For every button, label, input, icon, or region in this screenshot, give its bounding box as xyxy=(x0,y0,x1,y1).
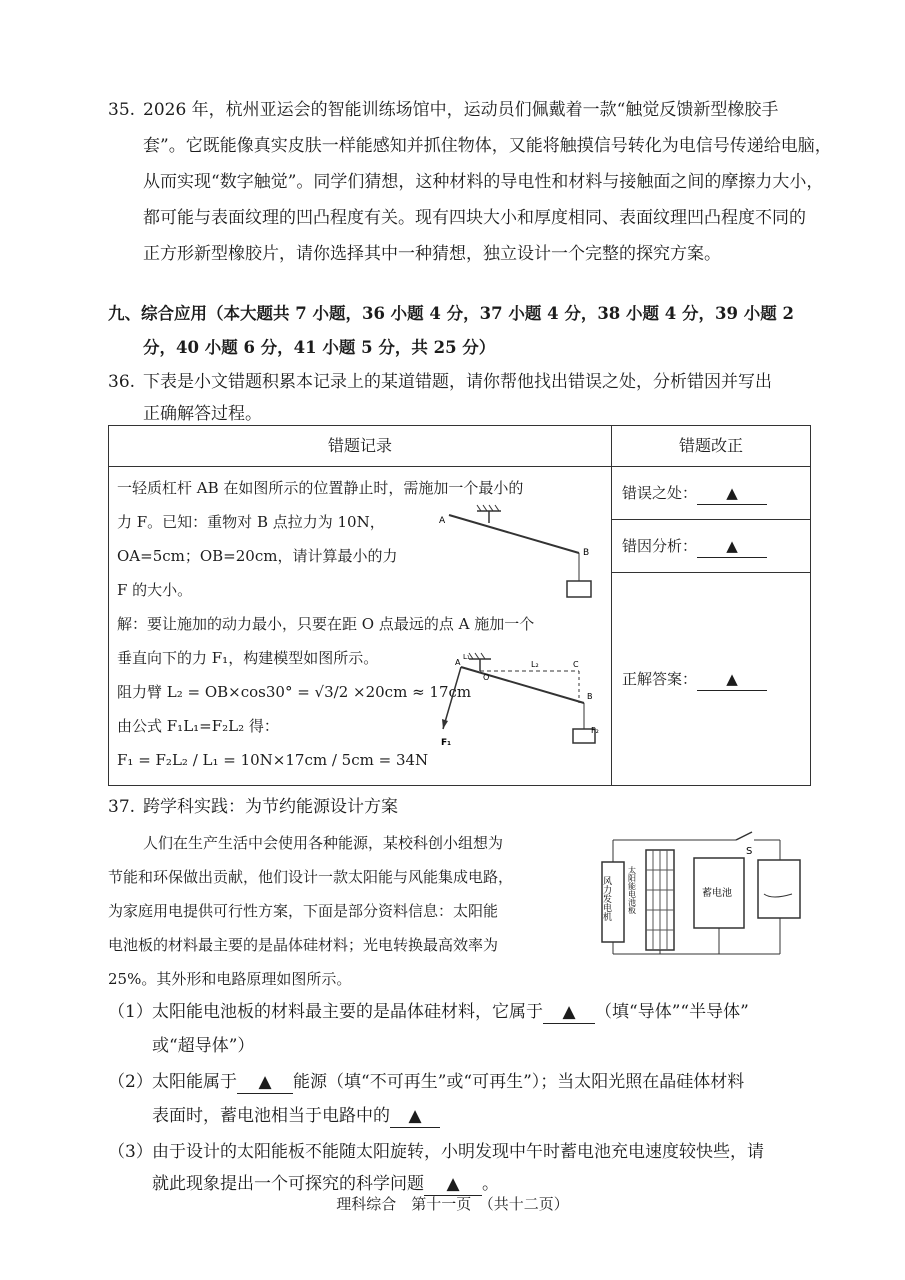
error-cause-blank[interactable]: ▲ xyxy=(697,535,767,558)
q36-line-1: 下表是小文错题积累本记录上的某道错题，请你帮他找出错误之处，分析错因并写出 xyxy=(143,372,772,392)
lever-figure-2 xyxy=(439,647,609,762)
circuit-diagram xyxy=(596,830,806,960)
page-footer: 理科综合 第十一页 （共十二页） xyxy=(336,1195,569,1213)
q37-sub2-line-1 xyxy=(152,1064,744,1100)
q35-line-1: 2026 年，杭州亚运会的智能训练场馆中，运动员们佩戴着一款“触觉反馈新型橡胶手 xyxy=(143,100,779,120)
solar-panel-label: 太阳能电池板 xyxy=(627,866,637,914)
q37-intro-line-1: 人们在生产生活中会使用各种能源，某校科创小组想为 xyxy=(143,834,504,852)
fig1-label-a: A xyxy=(439,516,446,526)
solution-line-3: 阻力臂 L₂ = OB×cos30° = √3/2 ×20cm ≈ 17cm xyxy=(117,683,472,701)
q37-sub2-blank-2[interactable]: ▲ xyxy=(390,1105,440,1128)
error-record-table xyxy=(108,425,811,786)
q37-sub2-line-2 xyxy=(152,1098,440,1134)
fig1-label-b: B xyxy=(583,548,590,558)
table-header-error-record: 错题记录 xyxy=(109,426,612,467)
lever-figure-1 xyxy=(429,503,609,623)
q35-line-5: 正方形新型橡胶片，请你选择其中一种猜想，独立设计一个完整的探究方案。 xyxy=(143,244,721,264)
q37-sub1-text-b: （填“导体”“半导体” xyxy=(595,1002,749,1022)
q37-sub1-number: （1） xyxy=(108,1002,153,1022)
fig2-label-b: B xyxy=(587,692,593,701)
fig2-label-l2: L₂ xyxy=(531,660,539,669)
error-cause-label: 错因分析： xyxy=(622,537,698,555)
battery-label: 蓄电池 xyxy=(702,888,732,899)
q37-sub3-period: 。 xyxy=(482,1174,499,1194)
q37-sub3-blank[interactable]: ▲ xyxy=(424,1173,482,1196)
section-9-heading-line-1: 九、综合应用（本大题共 7 小题，36 小题 4 分，37 小题 4 分，38 小题 4 分，39 小题 2 xyxy=(108,304,794,323)
correct-answer-blank[interactable]: ▲ xyxy=(697,668,767,691)
fig2-label-c: C xyxy=(573,660,579,669)
correct-answer-cell xyxy=(612,573,811,786)
q37-intro-line-3: 为家庭用电提供可行性方案，下面是部分资料信息：太阳能 xyxy=(108,902,499,920)
wind-generator-label: 风力发电机 xyxy=(601,876,611,921)
problem-line-3: OA=5cm；OB=20cm，请计算最小的力 xyxy=(117,547,398,565)
fig2-label-o: O xyxy=(483,673,490,682)
q35-line-3: 从而实现“数字触觉”。同学们猜想，这种材料的导电性和材料与接触面之间的摩擦力大小， xyxy=(143,172,824,192)
fig2-label-f1: F₁ xyxy=(441,738,452,748)
q37-intro-line-5: 25%。其外形和电路原理如图所示。 xyxy=(108,970,352,988)
solution-line-2: 垂直向下的力 F₁，构建模型如图所示。 xyxy=(117,649,379,667)
error-record-cell xyxy=(109,467,612,786)
q37-intro-line-2: 节能和环保做出贡献，他们设计一款太阳能与风能集成电路， xyxy=(108,868,514,886)
error-location-label: 错误之处： xyxy=(622,484,698,502)
q37-sub3-text-b: 就此现象提出一个可探究的科学问题 xyxy=(152,1174,424,1194)
q35-number: 35. xyxy=(108,100,136,120)
fig2-label-a: A xyxy=(455,658,461,667)
q36-line-2: 正确解答过程。 xyxy=(143,404,262,424)
q37-sub3-number: （3） xyxy=(108,1142,153,1162)
q37-sub2-text-b: 能源（填“不可再生”或“可再生”）；当太阳光照在晶硅体材料 xyxy=(293,1072,745,1092)
problem-line-2: 力 F。已知：重物对 B 点拉力为 10N， xyxy=(117,513,385,531)
error-location-blank[interactable]: ▲ xyxy=(697,482,767,505)
q37-sub3-line-1: 由于设计的太阳能板不能随太阳旋转，小明发现中午时蓄电池充电速度较快些，请 xyxy=(152,1142,764,1162)
q37-sub1-line-1 xyxy=(152,994,749,1030)
q37-sub2-blank-1[interactable]: ▲ xyxy=(237,1071,293,1094)
correct-answer-label: 正解答案： xyxy=(622,669,698,688)
solution-line-5: F₁ = F₂L₂ / L₁ = 10N×17cm / 5cm = 34N xyxy=(117,751,429,769)
q37-sub2-text-a: 太阳能属于 xyxy=(152,1072,237,1092)
problem-line-1: 一轻质杠杆 AB 在如图所示的位置静止时，需施加一个最小的 xyxy=(117,479,524,497)
q36-number: 36. xyxy=(108,372,136,392)
q37-sub1-blank[interactable]: ▲ xyxy=(543,1001,595,1024)
fig2-label-l1: L₁ xyxy=(463,653,470,661)
section-9-heading-line-2: 分，40 小题 6 分，41 小题 5 分，共 25 分） xyxy=(143,338,496,357)
problem-line-4: F 的大小。 xyxy=(117,581,193,599)
q37-intro-line-4: 电池板的材料最主要的是晶体硅材料；光电转换最高效率为 xyxy=(108,936,499,954)
q35-line-2: 套”。它既能像真实皮肤一样能感知并抓住物体，又能将触摸信号转化为电信号传递给电脑， xyxy=(143,136,832,156)
q35-line-4: 都可能与表面纹理的凹凸程度有关。现有四块大小和厚度相同、表面纹理凹凸程度不同的 xyxy=(143,208,806,228)
switch-label: S xyxy=(746,846,753,857)
q37-sub2-text-c: 表面时，蓄电池相当于电路中的 xyxy=(152,1106,390,1126)
table-header-correction: 错题改正 xyxy=(612,426,811,467)
fig2-label-f2: F₂ xyxy=(591,726,599,735)
q37-title: 跨学科实践：为节约能源设计方案 xyxy=(143,797,398,817)
error-location-cell xyxy=(612,467,811,520)
q37-sub1-line-2: 或“超导体”） xyxy=(152,1036,255,1056)
q37-sub1-text-a: 太阳能电池板的材料最主要的是晶体硅材料，它属于 xyxy=(152,1002,543,1022)
error-cause-cell xyxy=(612,520,811,573)
q37-sub2-number: （2） xyxy=(108,1072,153,1092)
solution-line-4: 由公式 F₁L₁=F₂L₂ 得： xyxy=(117,717,279,735)
q37-number: 37. xyxy=(108,797,136,817)
solution-line-1: 解：要让施加的动力最小，只要在距 O 点最远的点 A 施加一个 xyxy=(117,615,535,633)
